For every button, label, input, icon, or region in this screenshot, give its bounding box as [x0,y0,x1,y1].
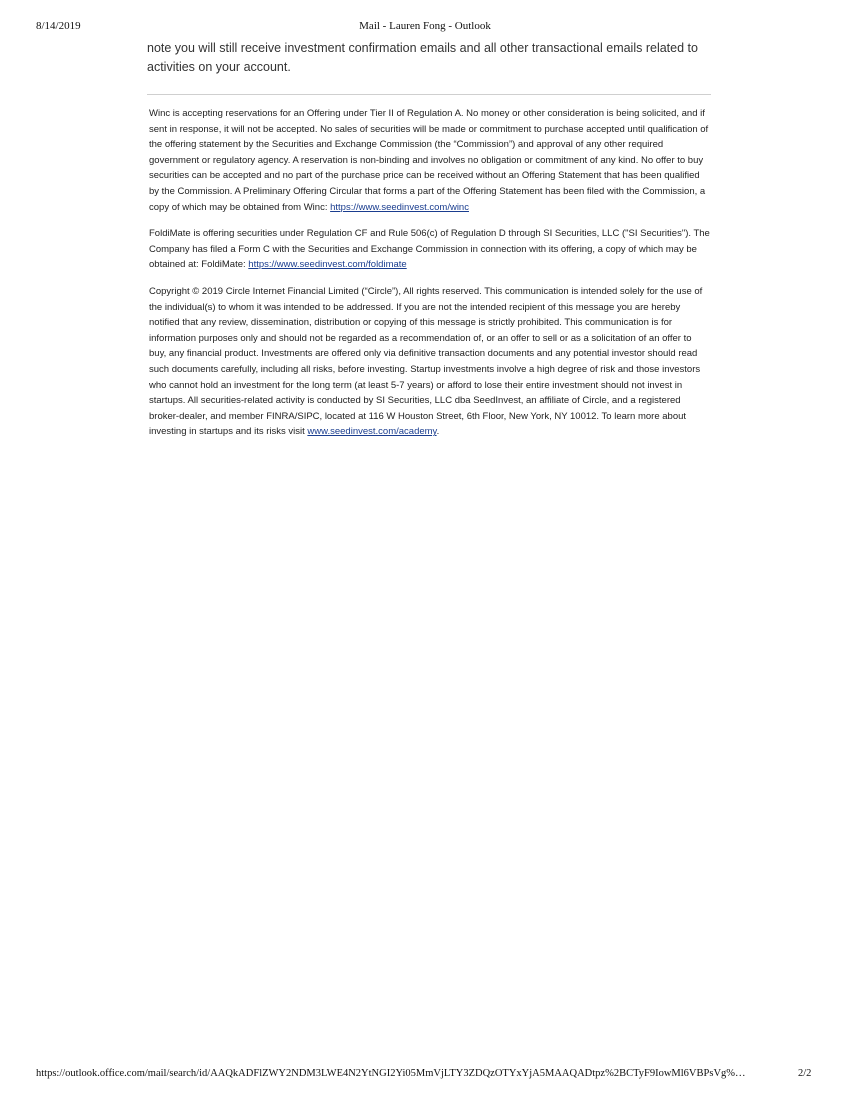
print-footer-page-number: 2/2 [798,1068,812,1079]
copyright-text: Copyright © 2019 Circle Internet Financial Limited (“Circle”), All rights reserved. This communication is intended solely for the use of the individual(s) to whom it was intended to be addressed. If you are not the intended recipient of this message you are hereby notified that any review, dissemination, distribution or copying of this message is strictly prohibited. This communication is for information purposes only and should not be regarded as a recommendation of, or an offer to sell or as a solicitation of an offer to buy, any financial product. Investments are offered only via definitive transaction documents and any potential investor should read such documents carefully, including all risks, before investing. Startup investments involve a high degree of risk and those investors who cannot hold an investment for the long term (at least 5-7 years) or afford to lose their entire investment should not invest in startups. All securities-related activity is conducted by SI Securities, LLC dba SeedInvest, an affiliate of Circle, and a registered broker-dealer, and member FINRA/SIPC, located at 116 W Houston Street, 6th Floor, New York, NY 10012. To learn more about investing in startups and its risks visit [149,285,703,438]
email-intro-text: note you will still receive investment confirmation emails and all other transactional emails related to activities on your account. [147,41,698,74]
section-divider [147,94,711,95]
winc-disclaimer [149,106,711,215]
legal-disclaimer [149,106,711,451]
foldimate-link[interactable]: https://www.seedinvest.com/foldimate [248,259,407,271]
academy-link[interactable]: www.seedinvest.com/academy [307,426,437,438]
winc-disclaimer-text: Winc is accepting reservations for an Offering under Tier II of Regulation A. No money or other consideration is being solicited, and if sent in response, it will not be accepted. No sales of securities will be made or commitment to purchase accepted until qualification of the offering statement by the Securities and Exchange Commission (the “Commission”) and approval of any other required government or regulatory agency. A reservation is non-binding and involves no obligation or commitment of any kind. No offer to buy securities can be accepted and no part of the purchase price can be received without an Offering Statement that has been qualified by the Commission. A Preliminary Offering Circular that forms a part of the Offering Statement has been filed with the Commission, a copy of which may be obtained from Winc: [149,108,709,213]
copyright-end: . [436,426,440,438]
copyright-notice [149,284,711,440]
foldimate-disclaimer-text: FoldiMate is offering securities under Regulation CF and Rule 506(c) of Regulation D through SI Securities, LLC ("SI Securities"). The Company has filed a Form C with the Securities and Exchange Commission in connection with its offering, a copy of which may be obtained at: FoldiMate: [149,228,710,271]
foldimate-disclaimer [149,226,711,273]
print-header-date: 8/14/2019 [36,20,81,32]
print-header-title: Mail - Lauren Fong - Outlook [359,20,491,32]
print-footer-url: https://outlook.office.com/mail/search/id/AAQkADFlZWY2NDM3LWE4N2YtNGI2Yi05MmVjLTY3ZDQzOTYxYjA5MAAQADtpz%2BCTyF9IowMl6VBPsVg%… [36,1068,746,1079]
winc-link[interactable]: https://www.seedinvest.com/winc [330,201,469,213]
